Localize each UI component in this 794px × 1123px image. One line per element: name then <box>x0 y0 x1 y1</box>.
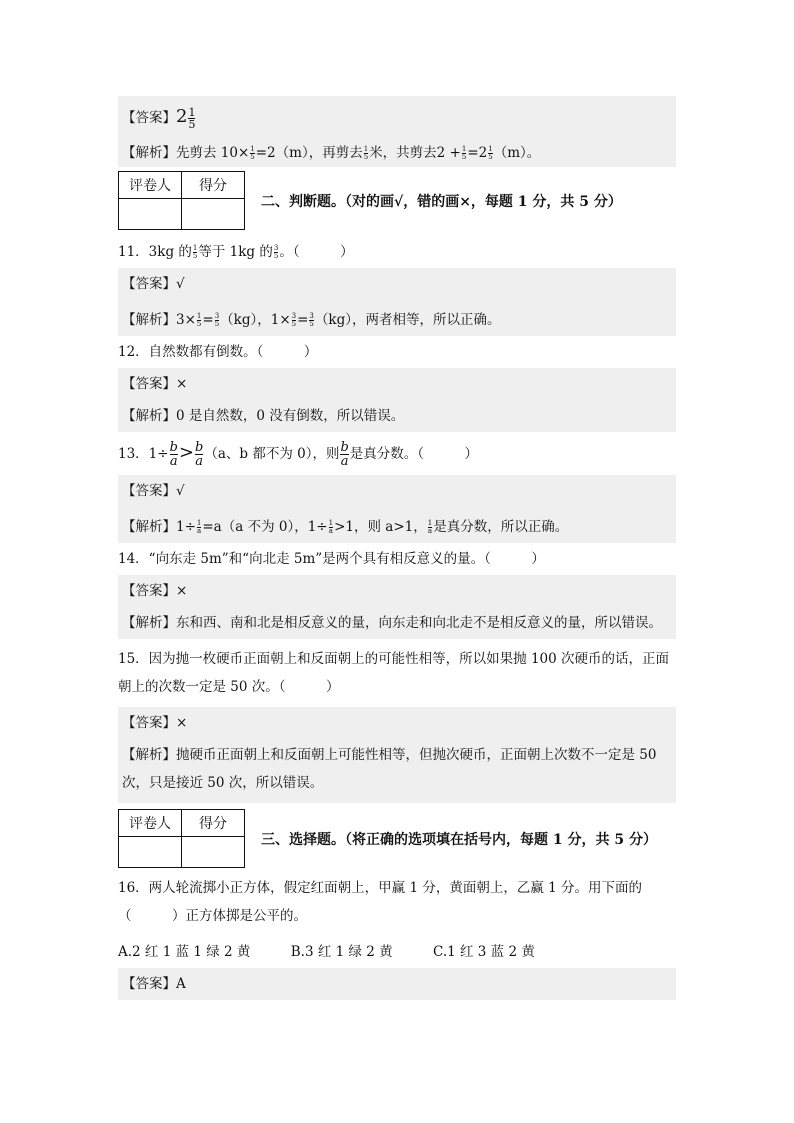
fraction: $\frac{1}{5}$ <box>196 312 202 328</box>
fraction: $\frac{3}{5}$ <box>291 312 297 328</box>
analysis-line: 【解析】先剪去 10× $\frac{1}{5}$ =2（m），再剪去 $\frac{1}{5}$ 米，共剪去2 + $\frac{1}{5}$ =2 $\frac{1}{5}$ （m）。 <box>122 145 541 161</box>
answer-analysis-block-12 <box>118 368 676 432</box>
answer-line: 【答案】× <box>122 376 188 392</box>
answer-line: 【答案】A <box>122 976 186 992</box>
answer-block-16 <box>118 968 676 1000</box>
question-14: 14．“向东走 5m”和“向北走 5m”是两个具有相反意义的量。（ ） <box>118 551 545 567</box>
fraction: $\frac{b}{a}$ <box>195 440 204 469</box>
section-header-2 <box>118 171 676 230</box>
fraction: $\frac{b}{a}$ <box>340 440 349 469</box>
fraction: $\frac{1}{a}$ <box>328 519 334 535</box>
fraction: $\frac{1}{5}$ <box>363 145 369 161</box>
question-16-options <box>118 936 676 968</box>
section-header-3 <box>118 809 676 868</box>
option-a: A.2 红 1 蓝 1 绿 2 黄 <box>118 944 251 960</box>
fraction: $\frac{3}{5}$ <box>273 244 279 260</box>
fraction: $\frac{3}{5}$ <box>309 312 314 328</box>
option-b: B.3 红 1 绿 2 黄 <box>290 944 393 960</box>
fraction: $\frac{1}{5}$ <box>250 145 255 161</box>
fraction: $\frac{1}{5}$ <box>192 244 198 260</box>
answer-line: 【答案】× <box>122 715 188 731</box>
question-16: 16．两人轮流掷小正方体，假定红面朝上，甲赢 1 分，黄面朝上，乙赢 1 分。用下面的（ ）正方体掷是公平的。 <box>118 880 643 924</box>
answer-analysis-block-14 <box>118 575 676 639</box>
section-title: 二、判断题。（对的画√，错的画×，每题 1 分，共 5 分） <box>261 193 622 210</box>
answer-line: 【答案】2 $\frac{1}{5}$ <box>122 106 196 131</box>
analysis-line: 【解析】0 是自然数，0 没有倒数，所以错误。 <box>122 408 405 424</box>
analysis-line: 【解析】3× $\frac{1}{5}$ = $\frac{3}{5}$ （kg），1× $\frac{3}{5}$ = $\frac{3}{5}$ （kg），两者相等，所以正确。 <box>122 312 501 328</box>
question-15: 15．因为抛一枚硬币正面朝上和反面朝上的可能性相等，所以如果抛 100 次硬币的话，正面朝上的次数一定是 50 次。（ ） <box>118 651 670 695</box>
option-c: C.1 红 3 蓝 2 黄 <box>432 944 535 960</box>
analysis-line: 【解析】东和西、南和北是相反意义的量，向东走和向北走不是相反意义的量，所以错误。 <box>122 615 662 631</box>
fraction: $\frac{1}{5}$ <box>488 145 493 161</box>
answer-line: 【答案】√ <box>122 483 185 499</box>
answer-analysis-block-10 <box>118 96 676 167</box>
fraction: $\frac{1}{a}$ <box>427 519 433 535</box>
fraction: $\frac{1}{a}$ <box>196 519 202 535</box>
answer-analysis-block-15 <box>118 707 676 803</box>
score-box: 评卷人 得分 <box>118 171 245 230</box>
question-12: 12．自然数都有倒数。（ ） <box>118 344 318 360</box>
answer-analysis-block-13 <box>118 475 676 543</box>
fraction: $\frac{b}{a}$ <box>169 440 178 469</box>
answer-line: 【答案】√ <box>122 276 185 292</box>
fraction: $\frac{1}{5}$ <box>461 145 467 161</box>
section-title: 三、选择题。（将正确的选项填在括号内，每题 1 分，共 5 分） <box>261 831 657 848</box>
answer-line: 【答案】× <box>122 583 188 599</box>
analysis-line: 【解析】抛硬币正面朝上和反面朝上可能性相等，但抛次硬币，正面朝上次数不一定是 50 次，只是接近 50 次，所以错误。 <box>122 747 657 791</box>
document-page <box>118 96 676 1000</box>
question-11: 11．3kg 的 $\frac{1}{5}$ 等于 1kg 的 $\frac{3}{5}$ 。（ ） <box>118 244 354 260</box>
answer-analysis-block-11 <box>118 268 676 336</box>
score-box: 评卷人 得分 <box>118 809 245 868</box>
analysis-line: 【解析】1÷ $\frac{1}{a}$ =a（a 不为 0），1÷ $\frac{1}{a}$ >1，则 a>1， $\frac{1}{a}$ 是真分数，所以正确。 <box>122 519 569 535</box>
fraction: $\frac{3}{5}$ <box>214 312 220 328</box>
question-13: 13．1÷ $\frac{b}{a}$ > $\frac{b}{a}$ （a、b 都不为 0），则 $\frac{b}{a}$ 是真分数。（ ） <box>118 440 479 469</box>
fraction: $\frac{1}{5}$ <box>188 106 196 131</box>
